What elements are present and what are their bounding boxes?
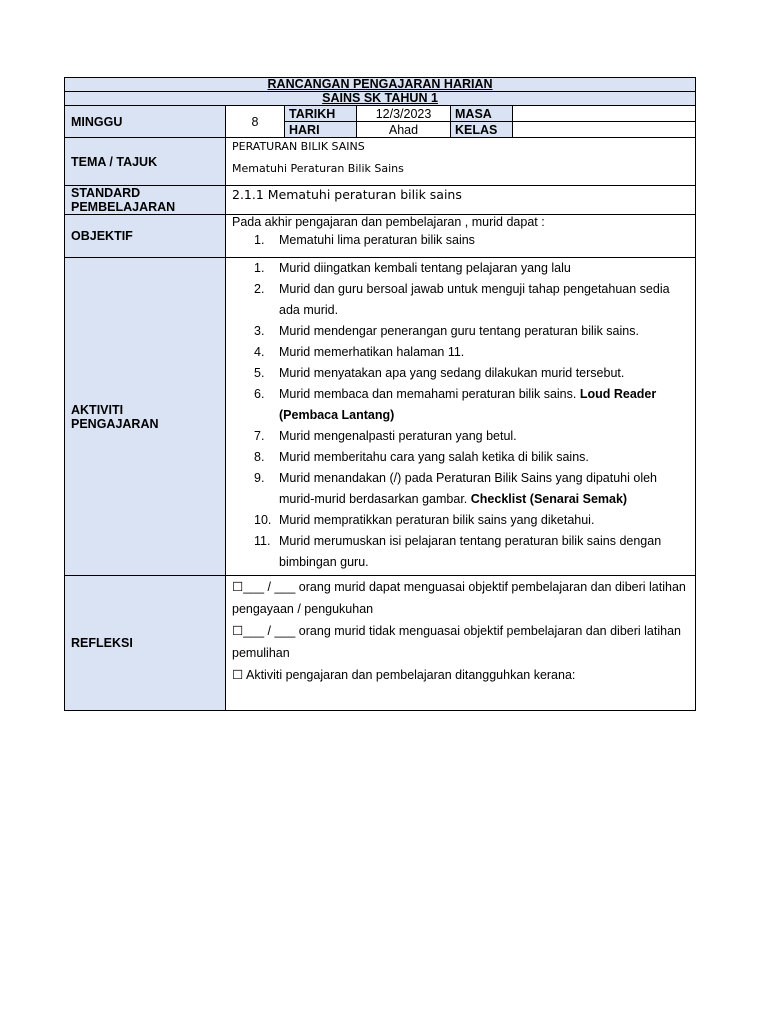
tema-row xyxy=(65,138,696,186)
list-item xyxy=(232,363,689,384)
aktiviti-list xyxy=(232,258,689,573)
list-item-text: Murid memberitahu cara yang salah ketika di bilik sains. xyxy=(279,450,589,464)
objektif-intro: Pada akhir pengajaran dan pembelajaran , murid dapat : xyxy=(232,215,545,229)
tarikh-value: 12/3/2023 xyxy=(357,106,451,122)
list-item-text: Murid mempratikkan peraturan bilik sains yang diketahui. xyxy=(279,513,595,527)
kelas-value xyxy=(513,122,696,138)
list-item-number: 11. xyxy=(254,534,271,548)
list-item-number: 6. xyxy=(254,387,265,401)
subtitle-row xyxy=(65,92,696,106)
list-item-text: Murid menyatakan apa yang sedang dilakukan murid tersebut. xyxy=(279,366,625,380)
list-item xyxy=(232,321,689,342)
list-item xyxy=(232,384,689,426)
list-item xyxy=(232,510,689,531)
aktiviti-row xyxy=(65,258,696,576)
list-item-number: 1. xyxy=(254,233,265,247)
list-item-number: 2. xyxy=(254,282,265,296)
hari-value: Ahad xyxy=(357,122,451,138)
list-item-text: Murid menandakan (/) pada Peraturan Bilik Sains yang dipatuhi oleh murid-murid berdasarkan gambar. xyxy=(279,471,658,506)
title-row xyxy=(65,78,696,92)
list-item-number: 4. xyxy=(254,345,265,359)
tema-cell xyxy=(226,138,696,186)
standard-row xyxy=(65,186,696,215)
list-item-text: Murid memerhatikan halaman 11. xyxy=(279,345,465,359)
objektif-row xyxy=(65,215,696,258)
aktiviti-label xyxy=(65,258,226,576)
minggu-value: 8 xyxy=(226,106,285,138)
document-title: RANCANGAN PENGAJARAN HARIAN xyxy=(65,78,696,92)
list-item-text: Murid merumuskan isi pelajaran tentang peraturan bilik sains dengan bimbingan guru. xyxy=(279,534,662,569)
refleksi-row xyxy=(65,576,696,711)
list-item-text: Murid mendengar penerangan guru tentang peraturan bilik sains. xyxy=(279,324,639,338)
document-subtitle: SAINS SK TAHUN 1 xyxy=(65,92,696,106)
tema-line-2: Mematuhi Peraturan Bilik Sains xyxy=(232,162,404,175)
list-item xyxy=(232,468,689,510)
refleksi-cell xyxy=(226,576,696,711)
tarikh-label: TARIKH xyxy=(285,106,357,122)
list-item-number: 7. xyxy=(254,429,265,443)
list-item-emphasis: Loud Reader (Pembaca Lantang) xyxy=(279,387,657,422)
refleksi-line-2: ☐___ / ___ orang murid tidak menguasai objektif pembelajaran dan diberi latihan pemulihan xyxy=(232,624,681,660)
list-item-text: Mematuhi lima peraturan bilik sains xyxy=(279,233,475,247)
list-item xyxy=(232,426,689,447)
list-item xyxy=(232,230,689,251)
list-item-text: Murid mengenalpasti peraturan yang betul. xyxy=(279,429,517,443)
standard-label-line-1: STANDARD xyxy=(71,186,141,200)
tema-label: TEMA / TAJUK xyxy=(65,138,226,186)
kelas-label: KELAS xyxy=(451,122,513,138)
standard-label xyxy=(65,186,226,215)
standard-value: 2.1.1 Mematuhi peraturan bilik sains xyxy=(226,186,696,215)
list-item-text: Murid diingatkan kembali tentang pelajaran yang lalu xyxy=(279,261,571,275)
aktiviti-cell xyxy=(226,258,696,576)
hari-label: HARI xyxy=(285,122,357,138)
tema-line-1: PERATURAN BILIK SAINS xyxy=(232,140,365,153)
minggu-label: MINGGU xyxy=(65,106,226,138)
lesson-plan-table xyxy=(64,77,696,711)
list-item-number: 10. xyxy=(254,513,272,527)
list-item-number: 5. xyxy=(254,366,265,380)
list-item-number: 8. xyxy=(254,450,265,464)
objektif-label: OBJEKTIF xyxy=(65,215,226,258)
aktiviti-label-line-1: AKTIVITI xyxy=(71,402,124,417)
list-item-text: Murid membaca dan memahami peraturan bilik sains. xyxy=(279,387,580,401)
list-item-text: Murid dan guru bersoal jawab untuk menguji tahap pengetahuan sedia ada murid. xyxy=(279,282,670,317)
list-item xyxy=(232,258,689,279)
meta-row-1 xyxy=(65,106,696,122)
list-item xyxy=(232,531,689,573)
aktiviti-label-line-2: PENGAJARAN xyxy=(71,416,159,431)
refleksi-line-1: ☐___ / ___ orang murid dapat menguasai objektif pembelajaran dan diberi latihan pengayaan / pengukuhan xyxy=(232,580,686,616)
objektif-list xyxy=(232,230,689,251)
list-item xyxy=(232,447,689,468)
list-item xyxy=(232,279,689,321)
list-item-emphasis: Checklist (Senarai Semak) xyxy=(470,492,628,506)
objektif-cell xyxy=(226,215,696,258)
list-item xyxy=(232,342,689,363)
refleksi-label: REFLEKSI xyxy=(65,576,226,711)
list-item-number: 1. xyxy=(254,261,265,275)
refleksi-line-3: ☐ Aktiviti pengajaran dan pembelajaran ditangguhkan kerana: xyxy=(232,668,576,682)
list-item-number: 3. xyxy=(254,324,265,338)
standard-label-line-2: PEMBELAJARAN xyxy=(71,200,176,214)
masa-label: MASA xyxy=(451,106,513,122)
masa-value xyxy=(513,106,696,122)
lesson-plan-document xyxy=(64,77,695,711)
list-item-number: 9. xyxy=(254,471,265,485)
